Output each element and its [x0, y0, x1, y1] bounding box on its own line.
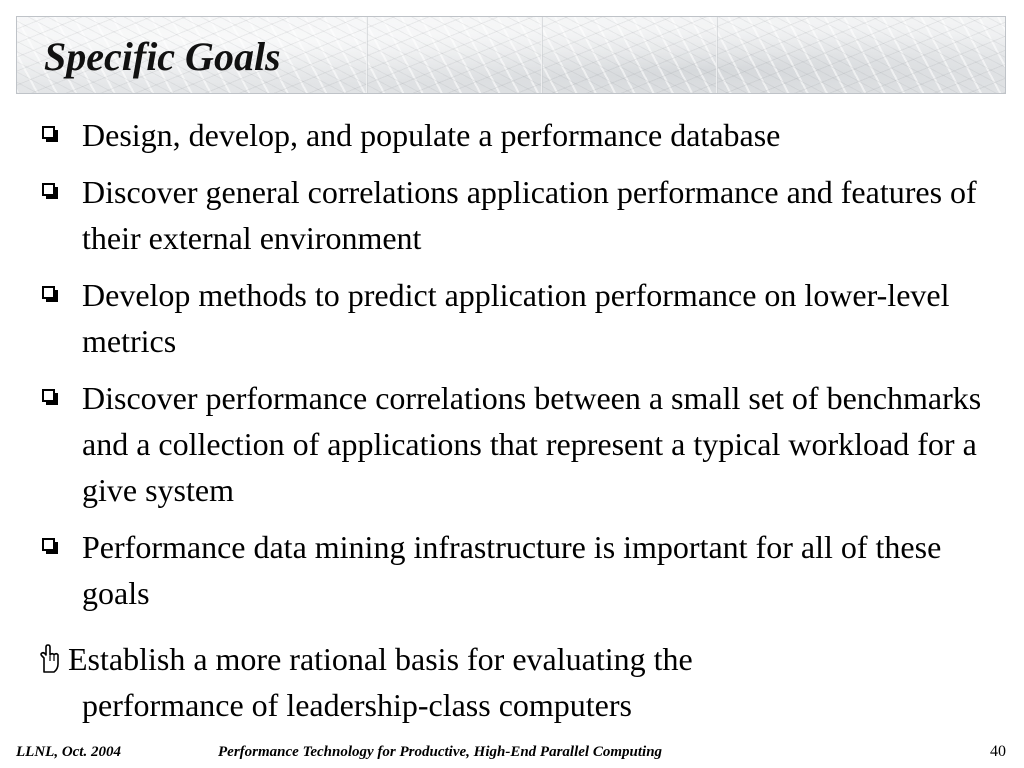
title-banner: [16, 16, 1006, 94]
sub-bullet-line1: Establish a more rational basis for evaluating the: [68, 641, 693, 677]
pointing-hand-icon: [36, 644, 62, 674]
sub-bullet-line2: performance of leadership-class computers: [82, 687, 632, 723]
bullet-item: [30, 375, 990, 513]
square-bullet-icon: [42, 538, 55, 551]
banner-tile-divider: [716, 17, 718, 93]
bullet-text: Discover performance correlations between a small set of benchmarks and a collection of applications that represent a typical workload for a give system: [82, 380, 982, 508]
square-bullet-icon: [42, 286, 55, 299]
square-bullet-icon: [42, 126, 55, 139]
bullet-item: [30, 524, 990, 616]
bullet-text: Design, develop, and populate a performance database: [82, 117, 781, 153]
square-bullet-icon: [42, 183, 55, 196]
footer-center: Performance Technology for Productive, High-End Parallel Computing: [218, 744, 663, 760]
banner-tile-divider: [541, 17, 543, 93]
footer-left: LLNL, Oct. 2004: [16, 744, 121, 760]
slide-title: Specific Goals: [44, 34, 281, 79]
bullet-text: Performance data mining infrastructure is important for all of these goals: [82, 529, 942, 611]
page-number: 40: [990, 743, 1006, 760]
bullet-item: [30, 272, 990, 364]
bullet-item: [30, 112, 990, 158]
bullet-item: [30, 169, 990, 261]
bullet-text: Discover general correlations application performance and features of their external environment: [82, 174, 977, 256]
square-bullet-icon: [42, 389, 55, 402]
sub-bullet: [36, 636, 966, 728]
bullet-list: [30, 112, 990, 627]
bullet-text: Develop methods to predict application performance on lower-level metrics: [82, 277, 950, 359]
footer: [0, 740, 1024, 764]
banner-tile-divider: [366, 17, 368, 93]
